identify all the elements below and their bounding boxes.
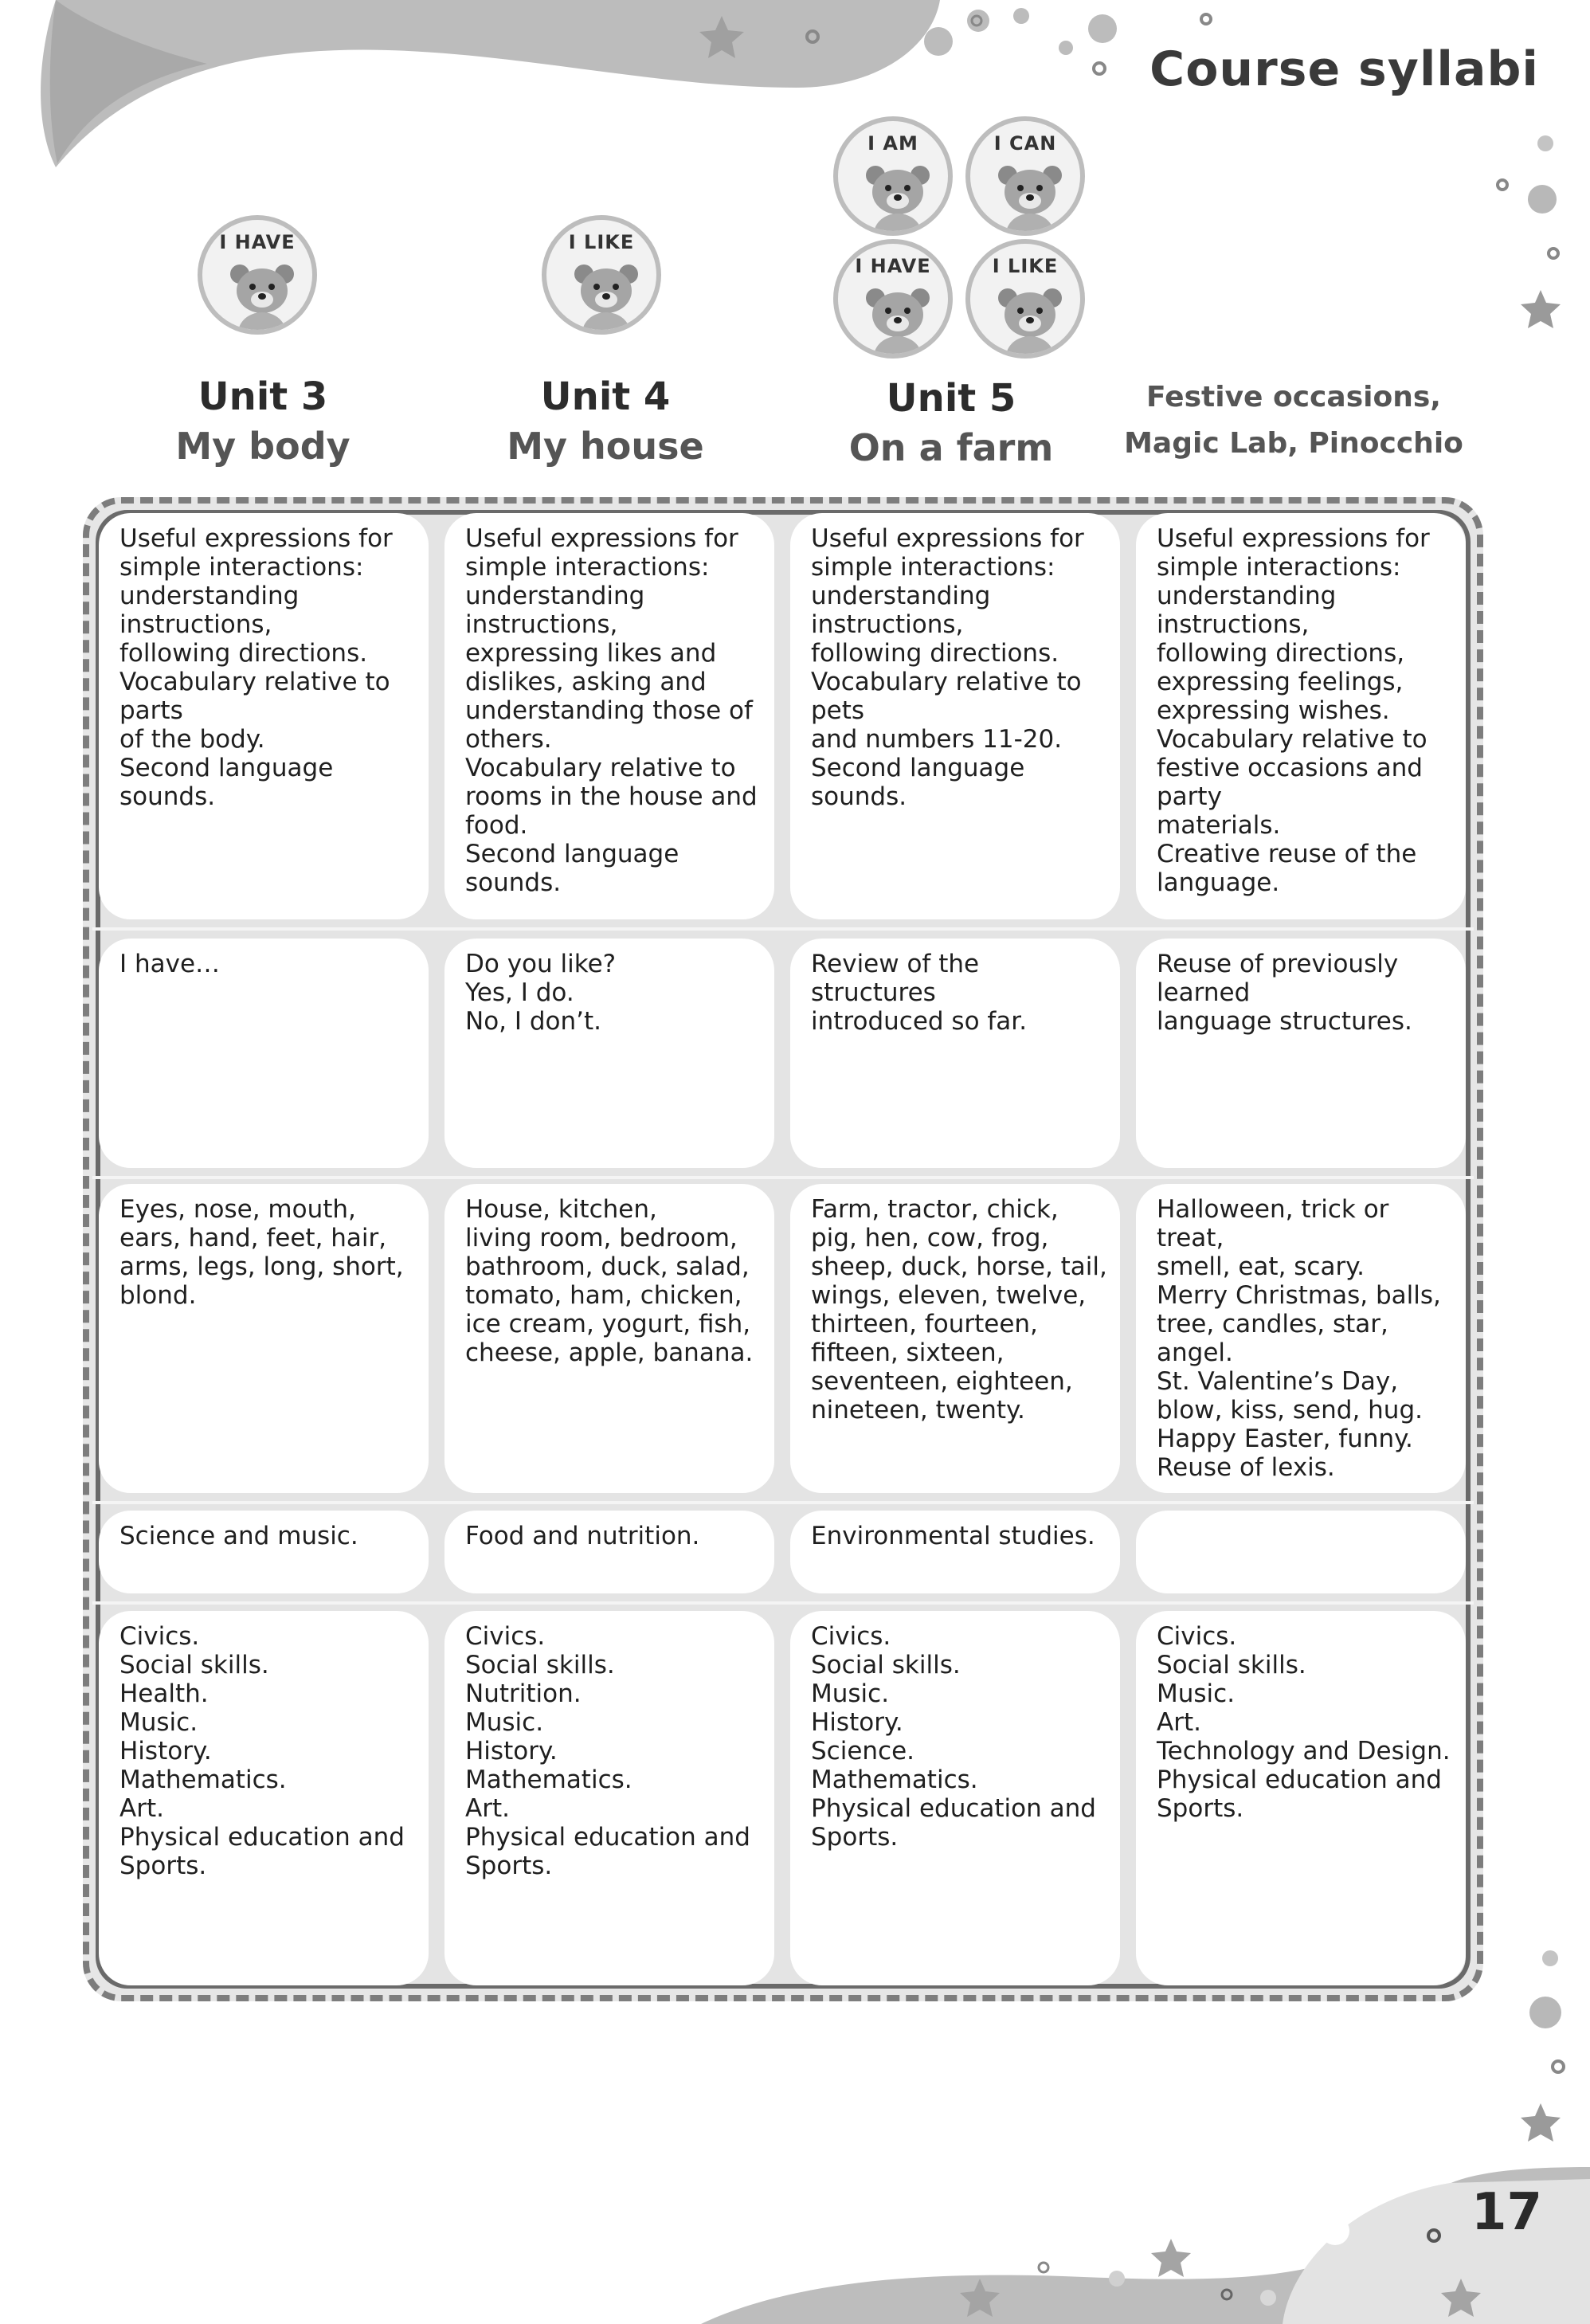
bear-icon [566, 255, 646, 335]
column-heading-unit-5 [776, 374, 1126, 473]
bottom-right-wave-inner [1283, 2179, 1590, 2324]
bear-badge-i-like [542, 215, 661, 335]
top-left-wave-shape [41, 0, 940, 167]
badge-label: I LIKE [992, 255, 1059, 277]
page-number: 17 [1471, 2183, 1542, 2242]
bubble-circle [924, 27, 953, 56]
bubble-circle [1542, 1950, 1558, 1966]
bubble-circle [967, 10, 989, 32]
bear-icon [990, 156, 1070, 236]
bubble-circle [1109, 2271, 1125, 2287]
bubble-circle [1549, 249, 1558, 258]
bubble-circle [1260, 2290, 1276, 2306]
bear-icon [990, 279, 1070, 359]
bear-badge-i-have [833, 239, 953, 359]
bear-badge-i-have [198, 215, 317, 335]
bubble-circle [1201, 14, 1211, 24]
syllabus-cell-unit5-structures: Review of the structures introduced so far. [790, 939, 1120, 1168]
syllabus-cell-unit3-clil: Science and music. [99, 1511, 429, 1593]
unit-title: Unit 4 [540, 374, 671, 419]
unit-subtitle: Magic Lab, Pinocchio [1124, 427, 1463, 460]
syllabus-cell-unit5-vocabulary: Farm, tractor, chick, pig, hen, cow, frog, sheep, duck, horse, tail, wings, eleven, twelve, thirteen, fourteen, fifteen, sixteen, seventeen, eighteen, nineteen, twenty. [790, 1184, 1120, 1493]
badge-label: I AM [867, 132, 918, 155]
syllabus-cell-unit4-communication: Useful expressions for simple interactions: understanding instructions, expressing likes and dislikes, asking and understanding those of others. Vocabulary relative to rooms in the house and food. Second language sounds. [444, 513, 774, 919]
star-shape [1151, 2239, 1191, 2277]
syllabus-cell-festive-clil [1136, 1511, 1466, 1593]
unit-subtitle: My house [507, 425, 704, 468]
bear-badge-i-like [965, 239, 1085, 359]
bubble-circle [1529, 1997, 1561, 2028]
syllabus-cell-unit3-structures: I have… [99, 939, 429, 1168]
unit-subtitle: My body [175, 425, 351, 468]
row-divider [92, 1501, 1474, 1504]
bubble-circle [1553, 2061, 1564, 2072]
bubble-circle [1528, 185, 1557, 214]
column-heading-festive [1118, 374, 1469, 467]
column-heading-unit-4 [430, 373, 781, 472]
syllabus-cell-unit3-communication: Useful expressions for simple interactions: understanding instructions, following directions. Vocabulary relative to parts of the body. Second language sounds. [99, 513, 429, 919]
bubble-circle [1498, 180, 1507, 190]
badge-label: I HAVE [219, 231, 296, 253]
column-heading-unit-3 [88, 373, 438, 472]
badge-label: I CAN [993, 132, 1057, 155]
syllabus-cell-unit4-structures: Do you like? Yes, I do. No, I don’t. [444, 939, 774, 1168]
syllabus-cell-unit3-vocabulary: Eyes, nose, mouth, ears, hand, feet, hair, arms, legs, long, short, blond. [99, 1184, 429, 1493]
syllabus-cell-unit5-clil: Environmental studies. [790, 1511, 1120, 1593]
bubble-circle [1059, 41, 1073, 55]
bear-icon [222, 255, 302, 335]
syllabus-cell-unit3-cross-curricular: Civics. Social skills. Health. Music. History. Mathematics. Art. Physical education and Sports. [99, 1611, 429, 1985]
syllabus-cell-unit4-cross-curricular: Civics. Social skills. Nutrition. Music. History. Mathematics. Art. Physical education and Sports. [444, 1611, 774, 1985]
row-divider [92, 1176, 1474, 1179]
row-divider [92, 927, 1474, 931]
unit-subtitle: On a farm [848, 426, 1054, 469]
bubble-circle [1094, 63, 1105, 74]
bubble-circle [1013, 8, 1029, 24]
syllabus-cell-festive-cross-curricular: Civics. Social skills. Music. Art. Technology and Design. Physical education and Sports. [1136, 1611, 1466, 1985]
syllabus-cell-unit5-communication: Useful expressions for simple interactions: understanding instructions, following directions. Vocabulary relative to pets and numbers 11-20. Second language sounds. [790, 513, 1120, 919]
unit-title: Unit 3 [198, 374, 328, 419]
badge-label: I HAVE [855, 255, 931, 277]
badge-label: I LIKE [568, 231, 635, 253]
bear-badge-i-can [965, 116, 1085, 236]
bear-badge-i-am [833, 116, 953, 236]
syllabus-cell-festive-vocabulary: Halloween, trick or treat, smell, eat, scary. Merry Christmas, balls, tree, candles, star, angel. St. Valentine’s Day, blow, kiss, send, hug. Happy Easter, funny. Reuse of lexis. [1136, 1184, 1466, 1493]
syllabus-cell-festive-communication: Useful expressions for simple interactions: understanding instructions, following directions, expressing feelings, expressing wishes. Vocabulary relative to festive occasions and party materials. Creative reuse of the language. [1136, 513, 1466, 919]
bear-icon [858, 156, 938, 236]
syllabus-cell-unit4-vocabulary: House, kitchen, living room, bedroom, bathroom, duck, salad, tomato, ham, chicken, ice cream, yogurt, fish, cheese, apple, banana. [444, 1184, 774, 1493]
star-shape [1521, 2103, 1561, 2142]
syllabus-cell-festive-structures: Reuse of previously learned language structures. [1136, 939, 1466, 1168]
bubble-circle [1321, 2216, 1349, 2245]
unit-title: Festive occasions, [1146, 381, 1441, 413]
syllabus-cell-unit4-clil: Food and nutrition. [444, 1511, 774, 1593]
bubble-circle [1537, 135, 1553, 151]
unit-title: Unit 5 [886, 376, 1016, 421]
row-divider [92, 1601, 1474, 1605]
page-title: Course syllabi [1149, 41, 1539, 97]
syllabus-cell-unit5-cross-curricular: Civics. Social skills. Music. History. Science. Mathematics. Physical education and Sports. [790, 1611, 1120, 1985]
bubble-circle [1039, 2263, 1048, 2272]
bubble-circle [1088, 14, 1117, 43]
bear-icon [858, 279, 938, 359]
star-shape [1521, 290, 1561, 328]
